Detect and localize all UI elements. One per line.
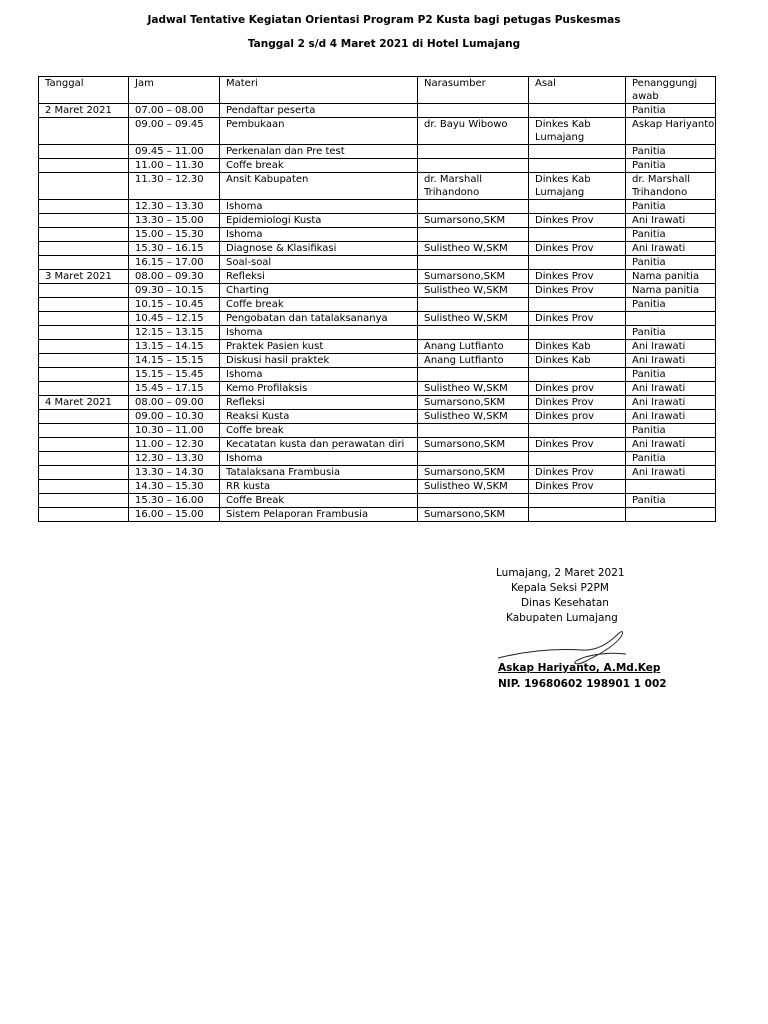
- cell-narasumber: [418, 298, 529, 312]
- cell-jam: 10.45 – 12.15: [129, 312, 220, 326]
- cell-asal: Dinkes Prov: [529, 284, 626, 298]
- cell-asal: [529, 368, 626, 382]
- cell-narasumber: dr. Marshall Trihandono: [418, 173, 529, 200]
- cell-asal: [529, 228, 626, 242]
- table-row: [39, 508, 716, 522]
- cell-materi: Ishoma: [220, 368, 418, 382]
- cell-materi: Charting: [220, 284, 418, 298]
- cell-narasumber: [418, 452, 529, 466]
- cell-penanggungjawab: Ani Irawati: [626, 438, 716, 452]
- cell-penanggungjawab: [626, 480, 716, 494]
- handwritten-signature: [492, 628, 632, 666]
- cell-materi: Ishoma: [220, 326, 418, 340]
- cell-narasumber: [418, 256, 529, 270]
- cell-tanggal: [39, 424, 129, 438]
- cell-materi: Epidemiologi Kusta: [220, 214, 418, 228]
- cell-tanggal: [39, 382, 129, 396]
- cell-narasumber: Sumarsono,SKM: [418, 466, 529, 480]
- table-header-row: [39, 77, 716, 104]
- table-row: [39, 298, 716, 312]
- cell-narasumber: Sulistheo W,SKM: [418, 284, 529, 298]
- cell-asal: Dinkes Kab Lumajang: [529, 173, 626, 200]
- cell-tanggal: [39, 508, 129, 522]
- cell-jam: 07.00 – 08.00: [129, 104, 220, 118]
- cell-penanggungjawab: Ani Irawati: [626, 354, 716, 368]
- cell-jam: 13.30 – 14.30: [129, 466, 220, 480]
- cell-asal: [529, 508, 626, 522]
- column-header-jam: Jam: [129, 77, 220, 104]
- cell-penanggungjawab: Panitia: [626, 452, 716, 466]
- table-row: [39, 452, 716, 466]
- cell-narasumber: [418, 200, 529, 214]
- table-row: [39, 173, 716, 200]
- cell-jam: 09.45 – 11.00: [129, 145, 220, 159]
- cell-jam: 15.30 – 16.15: [129, 242, 220, 256]
- cell-penanggungjawab: Ani Irawati: [626, 214, 716, 228]
- table-row: [39, 368, 716, 382]
- table-row: [39, 480, 716, 494]
- table-row: [39, 396, 716, 410]
- cell-materi: Coffe break: [220, 298, 418, 312]
- column-header-narasumber: Narasumber: [418, 77, 529, 104]
- cell-tanggal: [39, 326, 129, 340]
- cell-penanggungjawab: Ani Irawati: [626, 382, 716, 396]
- cell-penanggungjawab: Nama panitia: [626, 270, 716, 284]
- cell-materi: Kecatatan kusta dan perawatan diri: [220, 438, 418, 452]
- cell-asal: Dinkes Prov: [529, 396, 626, 410]
- cell-penanggungjawab: Ani Irawati: [626, 466, 716, 480]
- cell-tanggal: [39, 438, 129, 452]
- cell-jam: 15.15 – 15.45: [129, 368, 220, 382]
- table-row: [39, 424, 716, 438]
- cell-materi: Ansit Kabupaten: [220, 173, 418, 200]
- cell-materi: Ishoma: [220, 452, 418, 466]
- cell-tanggal: [39, 368, 129, 382]
- cell-tanggal: [39, 159, 129, 173]
- table-row: [39, 284, 716, 298]
- cell-penanggungjawab: Askap Hariyanto: [626, 118, 716, 145]
- cell-penanggungjawab: Panitia: [626, 145, 716, 159]
- cell-jam: 09.30 – 10.15: [129, 284, 220, 298]
- cell-materi: Coffe break: [220, 159, 418, 173]
- cell-tanggal: [39, 173, 129, 200]
- cell-tanggal: [39, 466, 129, 480]
- cell-tanggal: [39, 452, 129, 466]
- cell-jam: 16.00 – 15.00: [129, 508, 220, 522]
- cell-narasumber: Sulistheo W,SKM: [418, 242, 529, 256]
- cell-tanggal: [39, 200, 129, 214]
- cell-narasumber: Sulistheo W,SKM: [418, 480, 529, 494]
- cell-materi: Ishoma: [220, 200, 418, 214]
- cell-tanggal: [39, 228, 129, 242]
- cell-jam: 12.15 – 13.15: [129, 326, 220, 340]
- cell-asal: Dinkes Prov: [529, 480, 626, 494]
- cell-penanggungjawab: Ani Irawati: [626, 340, 716, 354]
- table-row: [39, 145, 716, 159]
- cell-materi: Kemo Profilaksis: [220, 382, 418, 396]
- cell-asal: [529, 494, 626, 508]
- cell-tanggal: [39, 298, 129, 312]
- cell-jam: 13.15 – 14.15: [129, 340, 220, 354]
- cell-materi: Coffe break: [220, 424, 418, 438]
- cell-materi: Diskusi hasil praktek: [220, 354, 418, 368]
- cell-asal: Dinkes Prov: [529, 438, 626, 452]
- cell-tanggal: 2 Maret 2021: [39, 104, 129, 118]
- table-row: [39, 410, 716, 424]
- cell-materi: Coffe Break: [220, 494, 418, 508]
- cell-jam: 14.15 – 15.15: [129, 354, 220, 368]
- cell-tanggal: [39, 284, 129, 298]
- cell-asal: Dinkes prov: [529, 410, 626, 424]
- cell-materi: RR kusta: [220, 480, 418, 494]
- cell-tanggal: [39, 118, 129, 145]
- cell-penanggungjawab: Panitia: [626, 326, 716, 340]
- cell-asal: Dinkes Prov: [529, 270, 626, 284]
- table-row: [39, 159, 716, 173]
- cell-tanggal: [39, 340, 129, 354]
- cell-materi: Soal-soal: [220, 256, 418, 270]
- column-header-materi: Materi: [220, 77, 418, 104]
- column-header-asal: Asal: [529, 77, 626, 104]
- cell-penanggungjawab: Panitia: [626, 159, 716, 173]
- signature-office: Dinas Kesehatan: [521, 597, 609, 609]
- cell-tanggal: [39, 354, 129, 368]
- cell-narasumber: Sulistheo W,SKM: [418, 382, 529, 396]
- cell-narasumber: [418, 326, 529, 340]
- cell-tanggal: 3 Maret 2021: [39, 270, 129, 284]
- cell-asal: Dinkes Kab: [529, 340, 626, 354]
- cell-penanggungjawab: Panitia: [626, 256, 716, 270]
- table-row: [39, 494, 716, 508]
- cell-jam: 13.30 – 15.00: [129, 214, 220, 228]
- cell-penanggungjawab: Nama panitia: [626, 284, 716, 298]
- cell-narasumber: [418, 424, 529, 438]
- cell-asal: Dinkes Kab: [529, 354, 626, 368]
- cell-materi: Refleksi: [220, 270, 418, 284]
- cell-asal: Dinkes Prov: [529, 242, 626, 256]
- cell-narasumber: [418, 494, 529, 508]
- cell-narasumber: Sumarsono,SKM: [418, 270, 529, 284]
- cell-jam: 15.00 – 15.30: [129, 228, 220, 242]
- signature-place-date: Lumajang, 2 Maret 2021: [496, 567, 625, 579]
- table-row: [39, 312, 716, 326]
- column-header-penanggungjawab: Penanggungj awab: [626, 77, 716, 104]
- cell-narasumber: Sumarsono,SKM: [418, 396, 529, 410]
- cell-asal: [529, 104, 626, 118]
- cell-narasumber: Anang Lutfianto: [418, 354, 529, 368]
- cell-asal: Dinkes Prov: [529, 466, 626, 480]
- cell-asal: Dinkes Kab Lumajang: [529, 118, 626, 145]
- cell-materi: Pengobatan dan tatalaksananya: [220, 312, 418, 326]
- cell-tanggal: [39, 410, 129, 424]
- column-header-tanggal: Tanggal: [39, 77, 129, 104]
- cell-asal: [529, 298, 626, 312]
- cell-jam: 12.30 – 13.30: [129, 452, 220, 466]
- cell-narasumber: Sumarsono,SKM: [418, 214, 529, 228]
- cell-jam: 15.30 – 16.00: [129, 494, 220, 508]
- cell-penanggungjawab: Panitia: [626, 298, 716, 312]
- signature-position: Kepala Seksi P2PM: [511, 582, 609, 594]
- cell-penanggungjawab: Panitia: [626, 424, 716, 438]
- cell-narasumber: Sulistheo W,SKM: [418, 410, 529, 424]
- cell-materi: Sistem Pelaporan Frambusia: [220, 508, 418, 522]
- document-title: Jadwal Tentative Kegiatan Orientasi Program P2 Kusta bagi petugas Puskesmas: [147, 14, 621, 26]
- cell-narasumber: [418, 368, 529, 382]
- cell-narasumber: Sumarsono,SKM: [418, 508, 529, 522]
- cell-materi: Praktek Pasien kust: [220, 340, 418, 354]
- cell-jam: 15.45 – 17.15: [129, 382, 220, 396]
- cell-tanggal: [39, 494, 129, 508]
- cell-narasumber: Anang Lutfianto: [418, 340, 529, 354]
- cell-asal: Dinkes Prov: [529, 214, 626, 228]
- cell-asal: [529, 452, 626, 466]
- table-row: [39, 242, 716, 256]
- cell-narasumber: [418, 145, 529, 159]
- cell-tanggal: [39, 312, 129, 326]
- table-row: [39, 438, 716, 452]
- schedule-table: [38, 76, 716, 522]
- table-row: [39, 118, 716, 145]
- cell-penanggungjawab: dr. Marshall Trihandono: [626, 173, 716, 200]
- cell-materi: Pembukaan: [220, 118, 418, 145]
- cell-penanggungjawab: Panitia: [626, 494, 716, 508]
- table-row: [39, 340, 716, 354]
- cell-penanggungjawab: Ani Irawati: [626, 242, 716, 256]
- cell-tanggal: [39, 214, 129, 228]
- cell-materi: Reaksi Kusta: [220, 410, 418, 424]
- cell-penanggungjawab: Panitia: [626, 368, 716, 382]
- cell-jam: 10.15 – 10.45: [129, 298, 220, 312]
- cell-jam: 12.30 – 13.30: [129, 200, 220, 214]
- table-row: [39, 326, 716, 340]
- cell-tanggal: [39, 480, 129, 494]
- cell-materi: Tatalaksana Frambusia: [220, 466, 418, 480]
- cell-jam: 09.00 – 10.30: [129, 410, 220, 424]
- cell-jam: 11.00 – 12.30: [129, 438, 220, 452]
- cell-narasumber: [418, 228, 529, 242]
- cell-narasumber: Sulistheo W,SKM: [418, 312, 529, 326]
- cell-tanggal: [39, 145, 129, 159]
- table-row: [39, 466, 716, 480]
- cell-jam: 08.00 – 09.00: [129, 396, 220, 410]
- cell-jam: 11.00 – 11.30: [129, 159, 220, 173]
- table-row: [39, 200, 716, 214]
- signatory-nip: NIP. 19680602 198901 1 002: [498, 678, 667, 690]
- cell-asal: Dinkes prov: [529, 382, 626, 396]
- table-row: [39, 270, 716, 284]
- cell-materi: Perkenalan dan Pre test: [220, 145, 418, 159]
- cell-materi: Diagnose & Klasifikasi: [220, 242, 418, 256]
- document-subtitle: Tanggal 2 s/d 4 Maret 2021 di Hotel Lumajang: [247, 38, 521, 50]
- table-row: [39, 228, 716, 242]
- cell-jam: 08.00 – 09.30: [129, 270, 220, 284]
- cell-asal: [529, 159, 626, 173]
- cell-asal: [529, 424, 626, 438]
- table-row: [39, 104, 716, 118]
- cell-penanggungjawab: [626, 312, 716, 326]
- cell-asal: [529, 326, 626, 340]
- cell-jam: 10.30 – 11.00: [129, 424, 220, 438]
- cell-asal: Dinkes Prov: [529, 312, 626, 326]
- cell-materi: Ishoma: [220, 228, 418, 242]
- cell-narasumber: dr. Bayu Wibowo: [418, 118, 529, 145]
- cell-tanggal: [39, 256, 129, 270]
- cell-jam: 11.30 – 12.30: [129, 173, 220, 200]
- cell-jam: 09.00 – 09.45: [129, 118, 220, 145]
- table-row: [39, 354, 716, 368]
- cell-penanggungjawab: Panitia: [626, 104, 716, 118]
- cell-narasumber: [418, 159, 529, 173]
- cell-materi: Pendaftar peserta: [220, 104, 418, 118]
- cell-asal: [529, 200, 626, 214]
- cell-penanggungjawab: Ani Irawati: [626, 410, 716, 424]
- cell-asal: [529, 145, 626, 159]
- cell-asal: [529, 256, 626, 270]
- signature-regency: Kabupaten Lumajang: [506, 612, 618, 624]
- signatory-name: Askap Hariyanto, A.Md.Kep: [498, 662, 661, 674]
- cell-jam: 16.15 – 17.00: [129, 256, 220, 270]
- cell-narasumber: [418, 104, 529, 118]
- cell-jam: 14.30 – 15.30: [129, 480, 220, 494]
- cell-penanggungjawab: Panitia: [626, 200, 716, 214]
- table-row: [39, 382, 716, 396]
- cell-materi: Refleksi: [220, 396, 418, 410]
- table-row: [39, 256, 716, 270]
- cell-penanggungjawab: [626, 508, 716, 522]
- cell-penanggungjawab: Panitia: [626, 228, 716, 242]
- table-row: [39, 214, 716, 228]
- cell-narasumber: Sumarsono,SKM: [418, 438, 529, 452]
- cell-penanggungjawab: Ani Irawati: [626, 396, 716, 410]
- cell-tanggal: [39, 242, 129, 256]
- cell-tanggal: 4 Maret 2021: [39, 396, 129, 410]
